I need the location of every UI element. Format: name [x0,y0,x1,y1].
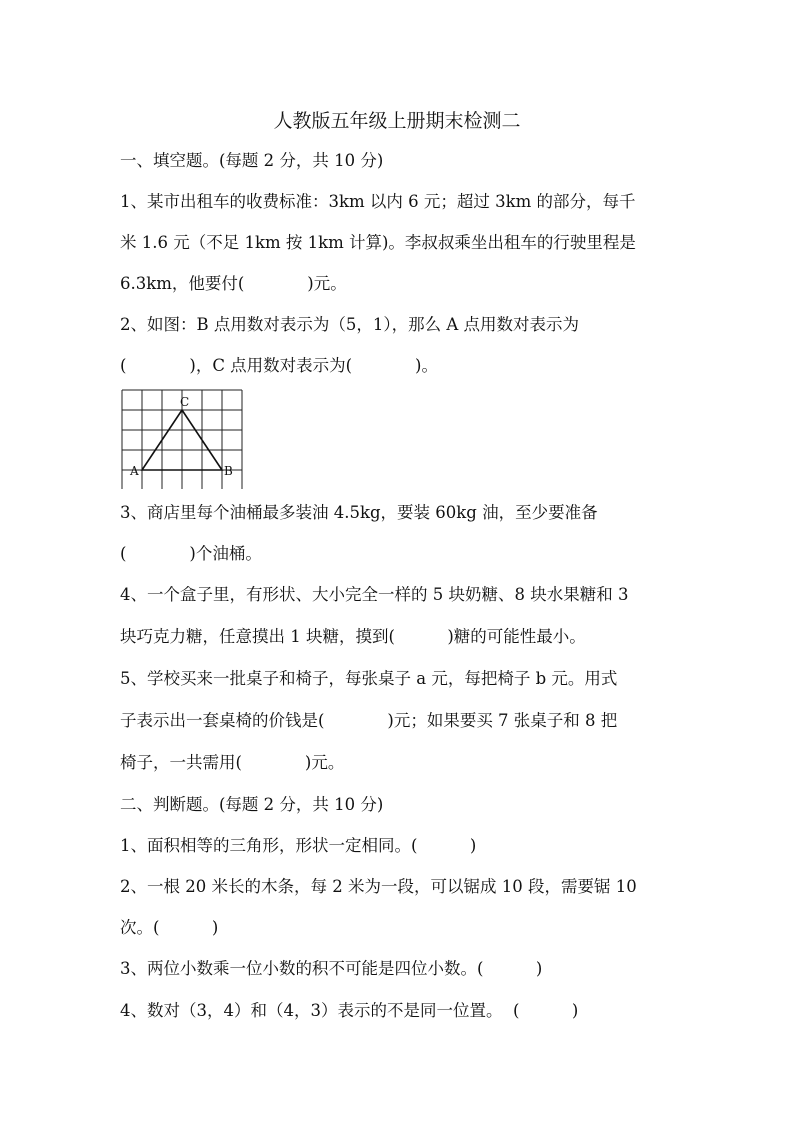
q4-line1: 4、一个盒子里，有形状、大小完全一样的 5 块奶糖、8 块水果糖和 3 [120,585,629,604]
j2-line2: 次。( ) [120,918,219,937]
grid-svg [119,387,249,489]
q5-line2: 子表示出一套桌椅的价钱是( )元；如果要买 7 张桌子和 8 把 [120,711,618,730]
q2-line2: ( )，C 点用数对表示为( )。 [120,356,438,375]
j3-line: 3、两位小数乘一位小数的积不可能是四位小数。( ) [120,959,543,978]
q4-line2: 块巧克力糖，任意摸出 1 块糖，摸到( )糖的可能性最小。 [120,627,586,646]
page-title: 人教版五年级上册期末检测二 [273,110,521,132]
section2-heading: 二、判断题。(每题 2 分，共 10 分) [120,795,384,814]
q5-line1: 5、学校买来一批桌子和椅子，每张桌子 a 元，每把椅子 b 元。用式 [120,669,618,688]
section1-heading: 一、填空题。(每题 2 分，共 10 分) [120,151,384,170]
q2-line1: 2、如图：B 点用数对表示为（5，1），那么 A 点用数对表示为 [120,315,580,334]
q1-line2: 米 1.6 元（不足 1km 按 1km 计算)。李叔叔乘坐出租车的行驶里程是 [120,233,636,252]
point-label-a: A [130,464,139,478]
q3-line1: 3、商店里每个油桶最多装油 4.5kg，要装 60kg 油，至少要准备 [120,503,598,522]
q3-line2: ( )个油桶。 [120,544,262,563]
q5-line3: 椅子，一共需用( )元。 [120,753,345,772]
j2-line1: 2、一根 20 米长的木条，每 2 米为一段，可以锯成 10 段，需要锯 10 [120,877,637,896]
point-label-c: C [180,395,190,409]
q1-line1: 1、某市出租车的收费标准：3km 以内 6 元；超过 3km 的部分，每千 [120,192,636,211]
j4-line: 4、数对（3，4）和（4，3）表示的不是同一位置。 ( ) [120,1001,579,1020]
point-label-b: B [224,464,233,478]
j1-line: 1、面积相等的三角形，形状一定相同。( ) [120,836,477,855]
q1-line3: 6.3km，他要付( )元。 [120,274,347,293]
coordinate-grid-figure [119,387,249,493]
